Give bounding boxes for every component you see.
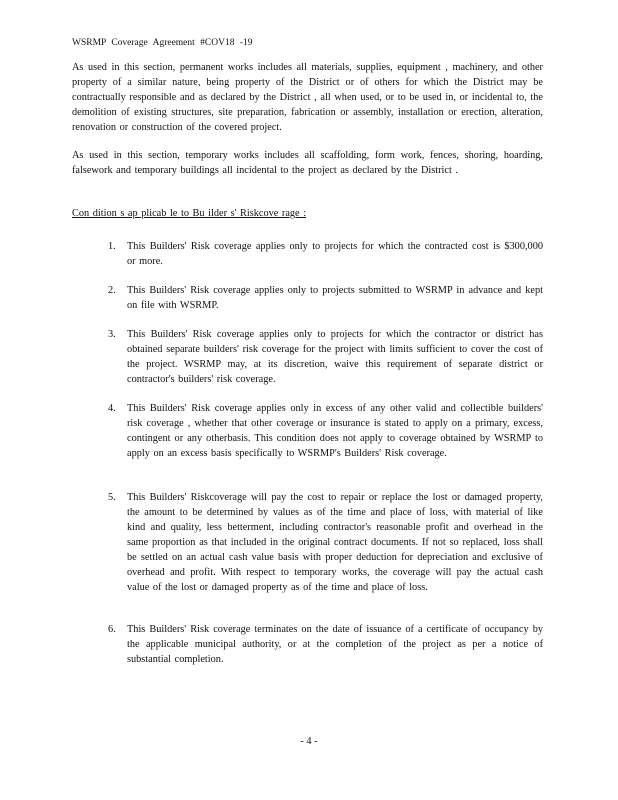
condition-text: This Builders' Risk coverage applies only in excess of any other valid and collectible builders' risk coverage , whether that other coverage or insurance is stated to apply on a primary, excess, contingent or any otherbasis. This condition does not apply to coverage obtained by WSRMP to apply on an excess basis specifically to WSRMP's Builders' Risk coverage. <box>127 403 543 459</box>
condition-number: 6. <box>108 624 116 635</box>
page-header: WSRMP Coverage Agreement #COV18 -19 <box>72 38 253 48</box>
temporary-works-paragraph: As used in this section, temporary works includes all scaffolding, form work, fences, shoring, hoarding, falsework and temporary buildings all incidental to the project as declared by the District . <box>72 150 543 176</box>
condition-text: This Builders' Risk coverage terminates on the date of issuance of a certificate of occupancy by the applicable municipal authority, or at the completion of the project as per a notice of substantial completion. <box>127 624 543 665</box>
condition-number: 3. <box>108 329 116 340</box>
permanent-works-paragraph: As used in this section, permanent works includes all materials, supplies, equipment , machinery, and other property of a similar nature, being property of the District or of others for which the District may be contractually responsible and as declared by the District , all when used, or to be used in, or incidental to, the demolition of existing structures, site preparation, fabrication or assembly, installation or erection, alteration, renovation or construction of the covered project. <box>72 62 543 133</box>
condition-number: 2. <box>108 285 116 296</box>
condition-number: 1. <box>108 241 116 252</box>
condition-text: This Builders' Riskcoverage will pay the cost to repair or replace the lost or damaged property, the amount to be determined by values as of the time and place of loss, with material of like kind and quality, less betterment, including contractor's reasonable profit and overhead in the same proportion as that included in the original contract documents. If not so replaced, loss shall be settled on an actual cash value basis with proper deduction for depreciation and exclusive of overhead and profit. With respect to temporary works, the coverage will pay the actual cash value of the lost or damaged property as of the time and place of loss. <box>127 492 543 593</box>
condition-number: 4. <box>108 403 116 414</box>
page-number: - 4 - <box>300 736 318 747</box>
condition-text: This Builders' Risk coverage applies only to projects for which the contracted cost is $300,000 or more. <box>127 241 543 267</box>
conditions-heading: Con dition s ap plicab le to Bu ilder s' Riskcove rage : <box>72 208 307 219</box>
condition-text: This Builders' Risk coverage applies only to projects for which the contractor or district has obtained separate builders' risk coverage for the project with limits sufficient to cover the cost of the project. WSRMP may, at its discretion, waive this requirement of separate district or contractor's builders' risk coverage. <box>127 329 543 385</box>
condition-text: This Builders' Risk coverage applies only to projects submitted to WSRMP in advance and kept on file with WSRMP. <box>127 285 543 311</box>
condition-number: 5. <box>108 492 116 503</box>
